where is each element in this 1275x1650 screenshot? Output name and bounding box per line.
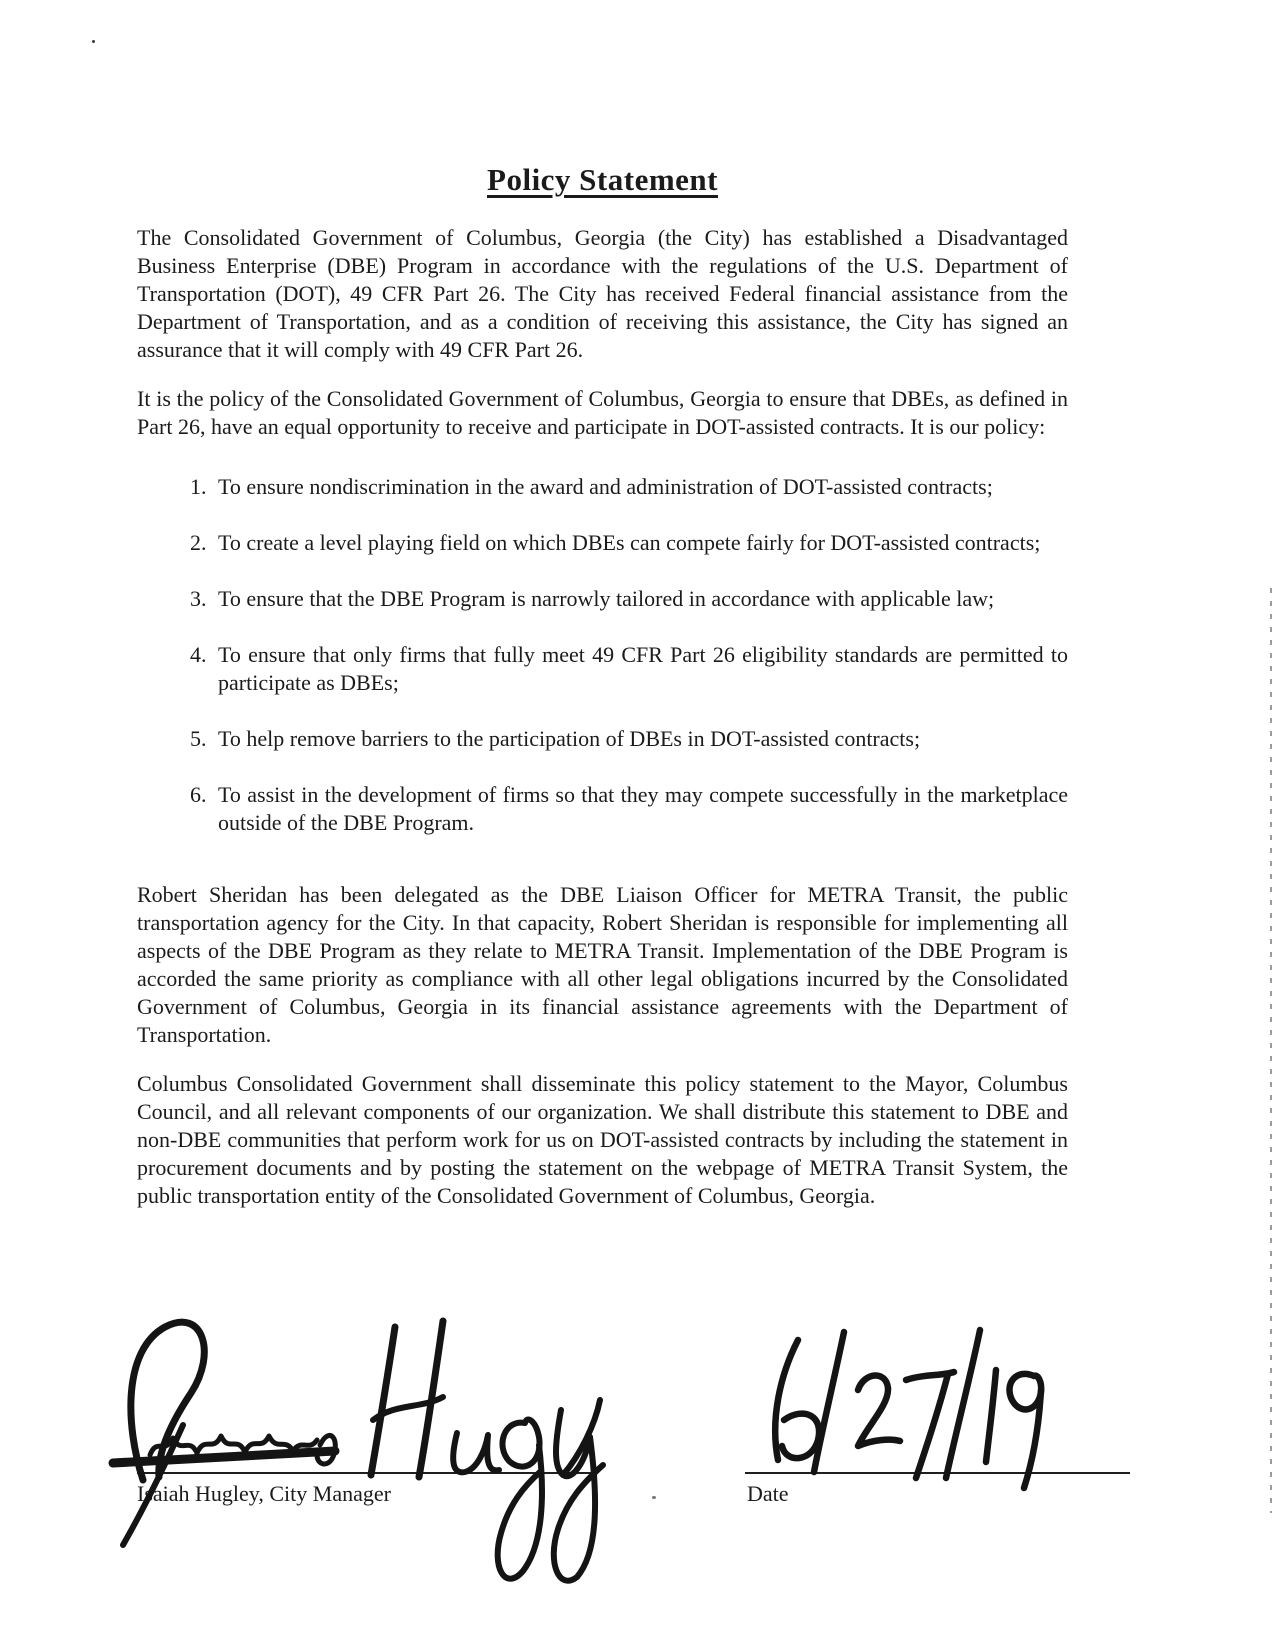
date-label: Date bbox=[747, 1481, 789, 1506]
signer-name-label: Isaiah Hugley, City Manager bbox=[137, 1481, 391, 1506]
signature-handwriting-icon bbox=[95, 1305, 615, 1595]
scan-artifact-dot bbox=[652, 1496, 656, 1499]
document-body bbox=[137, 0, 1068, 1231]
list-item: 1. To ensure nondiscrimination in the award and administration of DOT-assisted contracts; bbox=[212, 473, 1068, 501]
date-line bbox=[745, 1472, 1130, 1474]
list-item: 6. To assist in the development of firms so that they may compete successfully in the marketplace outside of the DBE Program. bbox=[212, 781, 1068, 837]
intro-paragraph-1: The Consolidated Government of Columbus, Georgia (the City) has established a Disadvantaged Business Enterprise (DBE) Program in accordance with the regulations of the U.S. Department of Transportation (DOT), 49 CFR Part 26. The City has received Federal financial assistance from the Department of Transportation, and as a condition of receiving this assistance, the City has signed an assurance that it will comply with 49 CFR Part 26. bbox=[137, 225, 1068, 362]
liaison-paragraph: Robert Sheridan has been delegated as the DBE Liaison Officer for METRA Transit, the public transportation agency for the City. In that capacity, Robert Sheridan is responsible for implementing all aspects of the DBE Program as they relate to METRA Transit. Implementation of the DBE Program is accorded the same priority as compliance with all other legal obligations incurred by the Consolidated Government of Columbus, Georgia in its financial assistance agreements with the Department of Transportation. bbox=[137, 882, 1068, 1047]
scan-artifact-edge-line bbox=[1270, 588, 1272, 1513]
list-item: 5. To help remove barriers to the participation of DBEs in DOT-assisted contracts; bbox=[212, 725, 1068, 753]
page-title: Policy Statement bbox=[487, 162, 718, 197]
date-handwriting-icon bbox=[758, 1320, 1058, 1495]
list-item: 2. To create a level playing field on which DBEs can compete fairly for DOT-assisted contracts; bbox=[212, 529, 1068, 557]
signature-line bbox=[137, 1472, 597, 1474]
list-item: 3. To ensure that the DBE Program is narrowly tailored in accordance with applicable law; bbox=[212, 585, 1068, 613]
dissemination-paragraph: Columbus Consolidated Government shall disseminate this policy statement to the Mayor, Columbus Council, and all relevant components of our organization. We shall distribute this statement to DBE and non-DBE communities that perform work for us on DOT-assisted contracts by including the statement in procurement documents and by posting the statement on the webpage of METRA Transit System, the public transportation entity of the Consolidated Government of Columbus, Georgia. bbox=[137, 1071, 1068, 1208]
policy-objectives-list bbox=[137, 473, 1068, 837]
intro-paragraph-2: It is the policy of the Consolidated Government of Columbus, Georgia to ensure that DBEs, as defined in Part 26, have an equal opportunity to receive and participate in DOT-assisted contracts. It is our policy: bbox=[137, 386, 1068, 439]
list-item: 4. To ensure that only firms that fully meet 49 CFR Part 26 eligibility standards are permitted to participate as DBEs; bbox=[212, 641, 1068, 697]
scan-artifact-dot bbox=[92, 40, 95, 43]
